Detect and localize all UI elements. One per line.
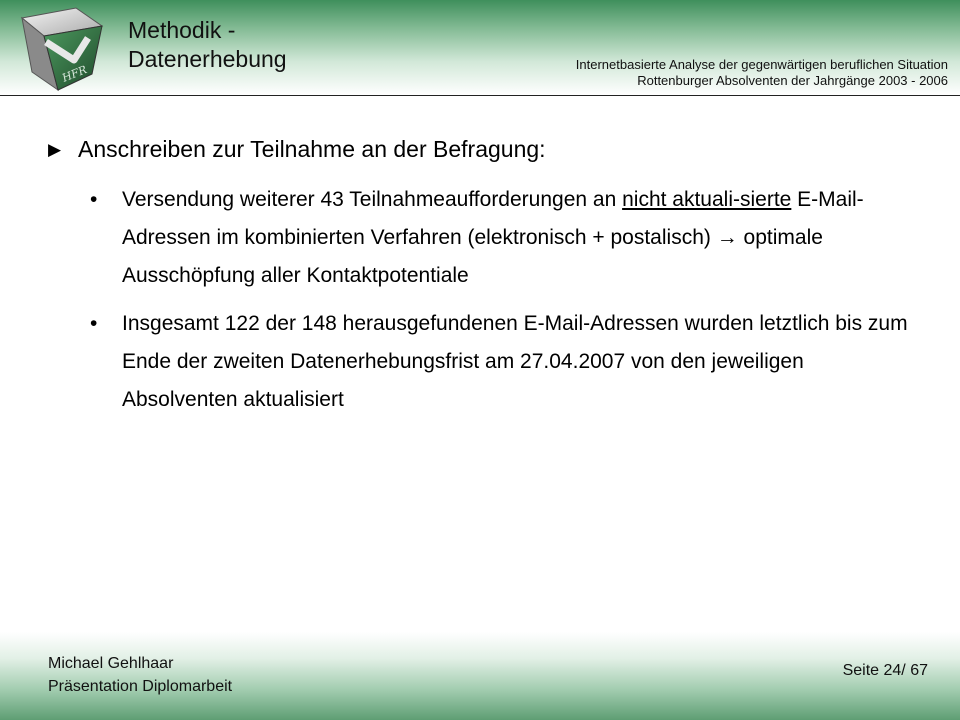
list-item [48,181,917,295]
title-line-2: Datenerhebung [128,46,287,72]
subtitle [576,57,948,89]
section-heading-text: Anschreiben zur Teilnahme an der Befragung: [78,136,546,162]
author-info [48,652,232,698]
main-content [48,132,928,429]
arrow-right-icon: → [716,226,738,249]
subtitle-line-2: Rottenburger Absolventen der Jahrgänge 2003 - 2006 [637,73,948,88]
logo-text: HFR [60,63,89,85]
bullet-list [48,181,928,419]
subtitle-line-1: Internetbasierte Analyse der gegenwärtigen beruflichen Situation [575,57,948,72]
slide-title [128,16,358,74]
bullet-text: Insgesamt 122 der 148 herausgefundenen E-Mail-Adressen wurden letztlich bis zum Ende der zweiten Datenerhebungsfrist am 27.04.2007 von den jeweiligen Absolventen aktualisiert [122,312,908,411]
page-number: Seite 24/ 67 [842,662,928,679]
bullet-dot: • [90,312,98,335]
section-heading [48,132,928,167]
presentation-label: Präsentation Diplomarbeit [48,678,233,695]
bullet-dot: • [90,188,98,211]
triangle-right-icon: ▶ [48,140,62,159]
underlined-text: nicht aktuali-sierte [622,188,792,211]
bullet-text-part: Versendung weiterer 43 Teilnahmeaufforderungen an [122,188,623,211]
header-rule [0,95,960,96]
bullet-text-part: E-Mail-Adressen im kombinierten Verfahren (elektronisch + postalisch) [122,188,864,249]
bullet-text-part: optimale Ausschöpfung aller Kontaktpotentiale [122,226,823,287]
list-item [48,305,917,419]
author-name: Michael Gehlhaar [48,655,174,672]
hfr-logo-icon [14,4,106,96]
title-line-1: Methodik - [128,17,236,43]
